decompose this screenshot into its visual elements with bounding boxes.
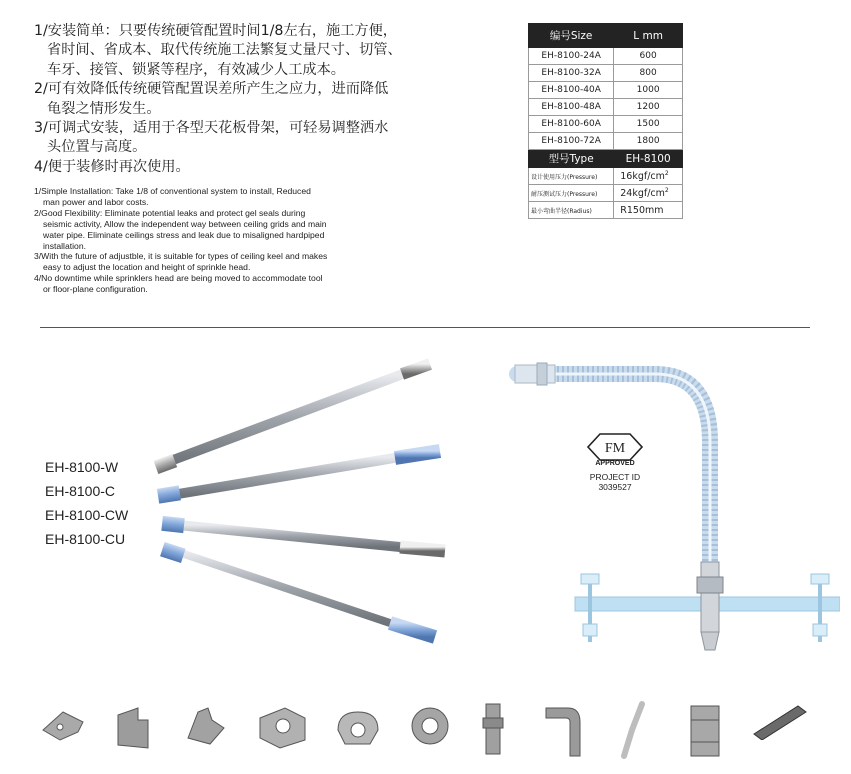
model-label: EH-8100-CU <box>45 531 126 547</box>
clip-part-icon <box>108 700 158 755</box>
spec-row <box>529 48 683 65</box>
property-value <box>614 185 683 202</box>
type-header-text: 型号Type <box>548 153 594 165</box>
type-header <box>529 150 614 168</box>
model-label: EH-8100-W <box>45 459 119 475</box>
spec-row <box>529 116 683 133</box>
size-cell-text: EH-8100-60A <box>541 119 601 129</box>
cn-feature-2 <box>34 80 474 119</box>
en-feature-1 <box>34 186 414 208</box>
size-cell-text: EH-8100-48A <box>541 102 601 112</box>
hose-cu <box>160 542 435 637</box>
property-label <box>529 202 614 219</box>
property-label-text: 耐压测试压力(Pressure) <box>531 190 598 198</box>
en-feature-4 <box>34 273 414 295</box>
spec-table <box>528 23 683 219</box>
en-feature-line: 4/No downtime while sprinklers head are being moved to accommodate tool <box>34 273 323 284</box>
length-cell <box>614 82 683 99</box>
en-feature-3 <box>34 251 414 273</box>
en-feature-line: easy to adjust the location and height of sprinkle head. <box>43 262 251 273</box>
fm-diamond-icon <box>586 432 644 462</box>
length-cell <box>614 99 683 116</box>
en-feature-2 <box>34 208 414 252</box>
length-cell <box>614 65 683 82</box>
size-cell <box>529 99 614 116</box>
hose-cw <box>161 516 445 551</box>
cn-feature-line: 省时间、省成本、取代传统施工法繁复丈量尺寸、切管、 <box>47 42 402 59</box>
spec-row <box>529 168 683 185</box>
cn-feature-line: 车牙、接管、锁紧等程序，有效减少人工成本。 <box>47 61 345 78</box>
length-cell-text: 1200 <box>636 102 660 112</box>
spec-row <box>529 133 683 150</box>
size-cell-text: EH-8100-40A <box>541 85 601 95</box>
size-cell <box>529 116 614 133</box>
elbow-part-icon <box>540 700 590 760</box>
model-list <box>45 455 128 551</box>
size-cell <box>529 82 614 99</box>
property-label-text: 最小弯曲半径(Radius) <box>531 207 592 215</box>
spec-row <box>529 82 683 99</box>
length-cell <box>614 116 683 133</box>
spec-row <box>529 202 683 219</box>
hose-products-image <box>150 355 450 655</box>
type-value-header <box>614 150 683 168</box>
saddle-part-icon <box>330 700 385 750</box>
fm-mark: FM <box>604 441 626 456</box>
property-value-text: 16kgf/cm <box>620 171 665 183</box>
spec-row <box>529 150 683 168</box>
spec-row <box>529 24 683 48</box>
model-label: EH-8100-C <box>45 483 116 499</box>
box-bracket-part-icon <box>255 700 310 750</box>
accessory-parts <box>30 700 830 760</box>
size-cell <box>529 65 614 82</box>
spec-row <box>529 185 683 202</box>
bent-tube-part-icon <box>612 700 652 760</box>
property-value-text: R150mm <box>620 204 664 216</box>
length-cell-text: 1800 <box>636 136 660 146</box>
length-header-text: L mm <box>633 29 663 42</box>
size-cell-text: EH-8100-24A <box>541 51 601 61</box>
property-value <box>614 202 683 219</box>
cn-feature-line: 龟裂之情形发生。 <box>47 100 161 117</box>
bracket-part-icon <box>38 700 88 750</box>
fm-approved-badge <box>560 432 670 522</box>
spec-row <box>529 65 683 82</box>
fm-approved-label: APPROVED <box>595 460 635 467</box>
property-value-text: 24kgf/cm <box>620 188 665 200</box>
property-value <box>614 168 683 185</box>
length-cell-text: 600 <box>639 51 657 61</box>
hose-c <box>157 451 440 504</box>
project-id-label: PROJECT ID <box>589 472 641 482</box>
model-label: EH-8100-CW <box>45 507 129 523</box>
cn-feature-line: 1/安装简单：只要传统硬管配置时间1/8左右，施工方便， <box>34 23 397 39</box>
length-cell-text: 1000 <box>636 85 660 95</box>
length-header <box>614 24 683 48</box>
en-feature-line: water pipe. Eliminate ceilings stress and leak due to misaligned hardpiped <box>43 229 325 240</box>
cn-feature-1 <box>34 22 474 80</box>
size-cell <box>529 48 614 65</box>
property-label <box>529 168 614 185</box>
size-cell-text: EH-8100-72A <box>541 136 601 146</box>
section-divider <box>40 327 810 328</box>
en-feature-line: or floor-plane configuration. <box>43 284 148 295</box>
installation-illustration <box>505 352 840 672</box>
spec-row <box>529 99 683 116</box>
length-cell <box>614 133 683 150</box>
length-cell-text: 800 <box>639 68 657 78</box>
cn-feature-3 <box>34 119 474 158</box>
cn-feature-4 <box>34 158 474 177</box>
en-feature-line: seismic activity, Allow the independent way between ceiling grids and main <box>43 218 327 229</box>
english-features <box>34 186 414 295</box>
length-cell-text: 1500 <box>636 119 660 129</box>
square-tube-part-icon <box>750 700 810 740</box>
cn-feature-line: 3/可调式安装，适用于各型天花板骨架，可轻易调整洒水 <box>34 120 389 137</box>
type-value-header-text: EH-8100 <box>625 152 671 165</box>
cn-feature-line: 2/可有效降低传统硬管配置误差所产生之应力，进而降低 <box>34 81 389 98</box>
en-feature-line: 3/With the future of adjustble, it is suitable for types of ceiling keel and makes <box>34 251 328 262</box>
length-cell <box>614 48 683 65</box>
size-header-text: 编号Size <box>549 30 593 42</box>
chinese-features <box>34 22 474 177</box>
en-feature-line: 1/Simple Installation: Take 1/8 of conventional system to install, Reduced <box>34 186 311 196</box>
nipple-part-icon <box>478 700 508 760</box>
project-id-value: 3039527 <box>598 482 632 492</box>
property-label-text: 设计使用压力(Pressure) <box>531 173 598 181</box>
unit-exponent: 2 <box>664 169 669 177</box>
en-feature-line: man power and labor costs. <box>43 196 149 207</box>
en-feature-line: installation. <box>43 240 86 251</box>
property-label <box>529 185 614 202</box>
coupling-part-icon <box>685 700 725 760</box>
size-header <box>529 24 614 48</box>
en-feature-line: 2/Good Flexibility: Eliminate potential leaks and protect gel seals during <box>34 207 306 218</box>
size-cell <box>529 133 614 150</box>
ring-part-icon <box>400 700 460 750</box>
cn-feature-line: 4/便于装修时再次使用。 <box>34 158 190 175</box>
size-cell-text: EH-8100-32A <box>541 68 601 78</box>
cn-feature-line: 头位置与高度。 <box>47 139 147 156</box>
unit-exponent: 2 <box>664 186 669 194</box>
clamp-part-icon <box>180 700 230 750</box>
